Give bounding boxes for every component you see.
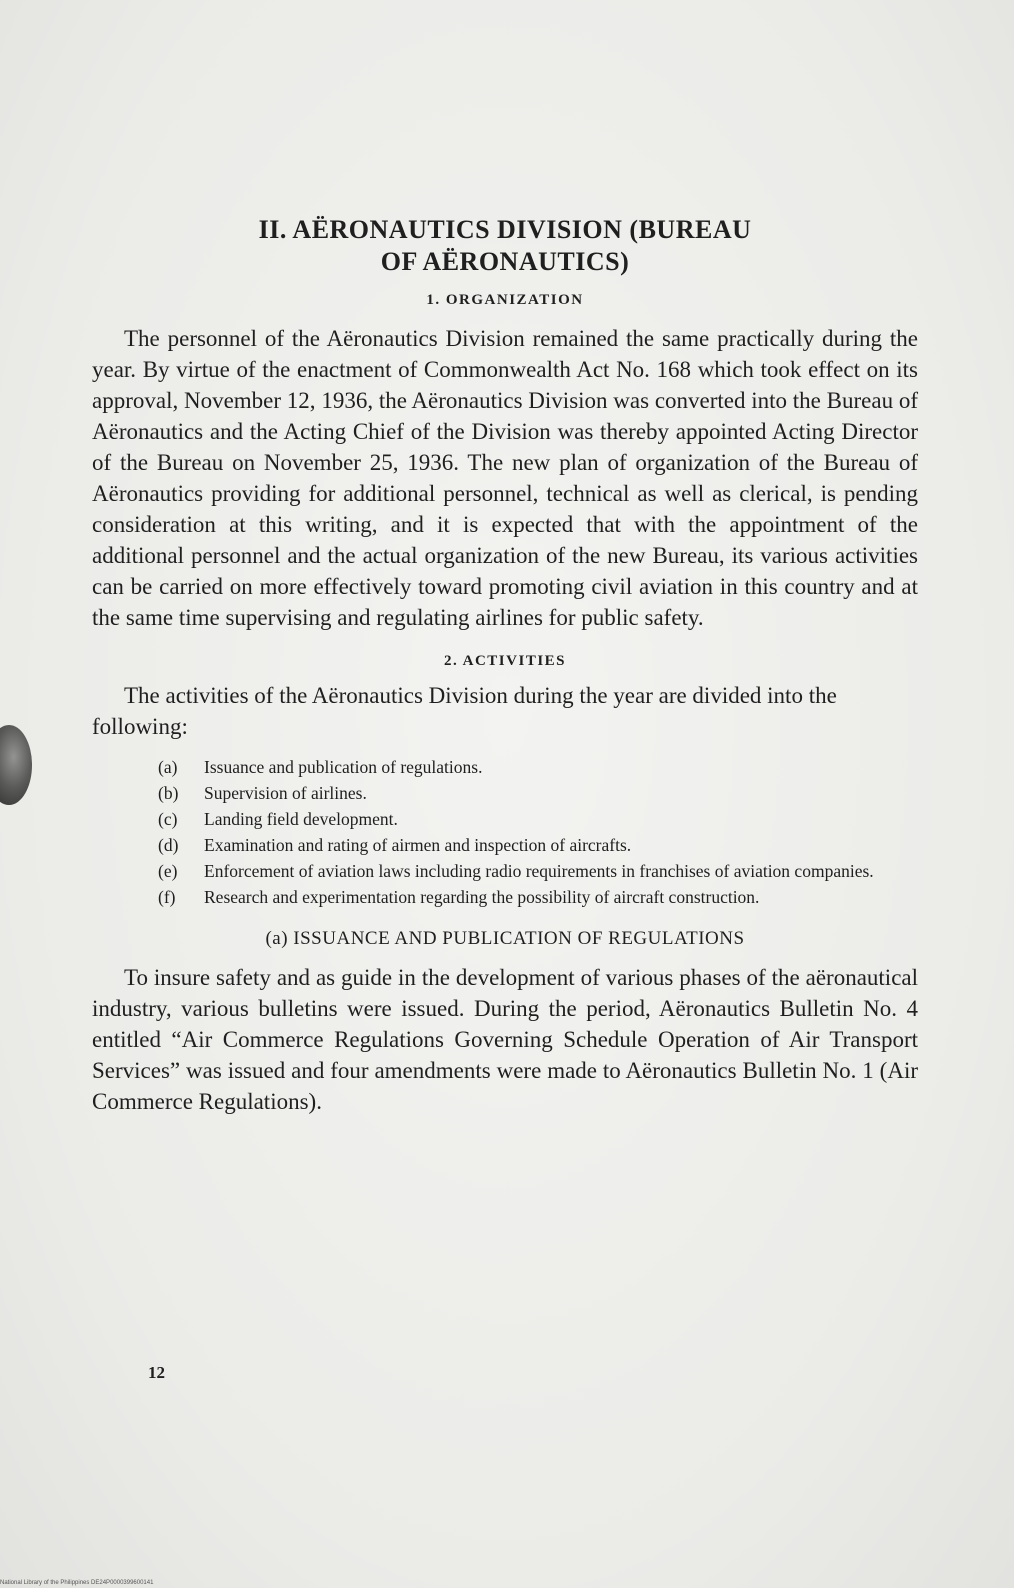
page-content [92, 214, 918, 1117]
activity-item-text: Research and experimentation regarding the possibility of aircraft construction. [204, 887, 760, 907]
activity-item-marker: (b) [158, 783, 179, 803]
scan-credit-footer: National Library of the Philippines DE24P0000399600141 [0, 1580, 154, 1586]
activity-item-text: Landing field development. [204, 809, 398, 829]
title-line-2: OF AËRONAUTICS) [380, 247, 630, 276]
activity-item [158, 884, 918, 910]
page-number: 12 [148, 1363, 165, 1382]
activity-item-marker: (d) [158, 835, 179, 855]
activity-item-text: Issuance and publication of regulations. [204, 757, 483, 777]
activity-item [158, 832, 918, 858]
activity-item [158, 806, 918, 832]
page-title [92, 214, 918, 278]
regulations-paragraph: To insure safety and as guide in the development of various phases of the aëronautical industry, various bulletins were issued. During the period, Aëronautics Bulletin No. 4 entitled “Air Commerce Regulations Governing Schedule Operation of Air Transport Services” was issued and four amendments were made to Aëronautics Bulletin No. 1 (Air Commerce Regulations). [92, 965, 918, 1114]
activity-item [158, 858, 918, 884]
activity-item-marker: (a) [158, 757, 178, 777]
activities-list [92, 754, 918, 910]
activity-item-text: Supervision of airlines. [204, 783, 367, 803]
activity-item [158, 754, 918, 780]
activity-item-marker: (f) [158, 887, 176, 907]
title-line-1: II. AËRONAUTICS DIVISION (BUREAU [258, 215, 752, 244]
activity-item [158, 780, 918, 806]
regulations-heading: (a) ISSUANCE AND PUBLICATION OF REGULATIONS [265, 928, 745, 949]
activities-heading: 2. ACTIVITIES [443, 653, 567, 669]
activity-item-marker: (c) [158, 809, 178, 829]
activity-item-text: Enforcement of aviation laws including radio requirements in franchises of aviation companies. [204, 861, 874, 881]
organization-heading: 1. ORGANIZATION [426, 292, 584, 308]
activities-intro-paragraph: The activities of the Aëronautics Division during the year are divided into the following: [92, 683, 837, 739]
activity-item-marker: (e) [158, 861, 178, 881]
organization-paragraph: The personnel of the Aëronautics Division remained the same practically during the year. By virtue of the enactment of Commonwealth Act No. 168 which took effect on its approval, November 12, 1936, the Aëronautics Division was converted into the Bureau of Aëronautics and the Acting Chief of the Division was thereby appointed Acting Director of the Bureau on November 25, 1936. The new plan of organization of the Bureau of Aëronautics providing for additional personnel, technical as well as clerical, is pending consideration at this writing, and it is expected that with the appointment of the additional personnel and the actual organization of the new Bureau, its various activities can be carried on more effectively toward promoting civil aviation in this country and at the same time supervising and regulating airlines for public safety. [92, 326, 918, 630]
activity-item-text: Examination and rating of airmen and inspection of aircrafts. [204, 835, 632, 855]
scanner-thumb-shadow [0, 725, 32, 805]
